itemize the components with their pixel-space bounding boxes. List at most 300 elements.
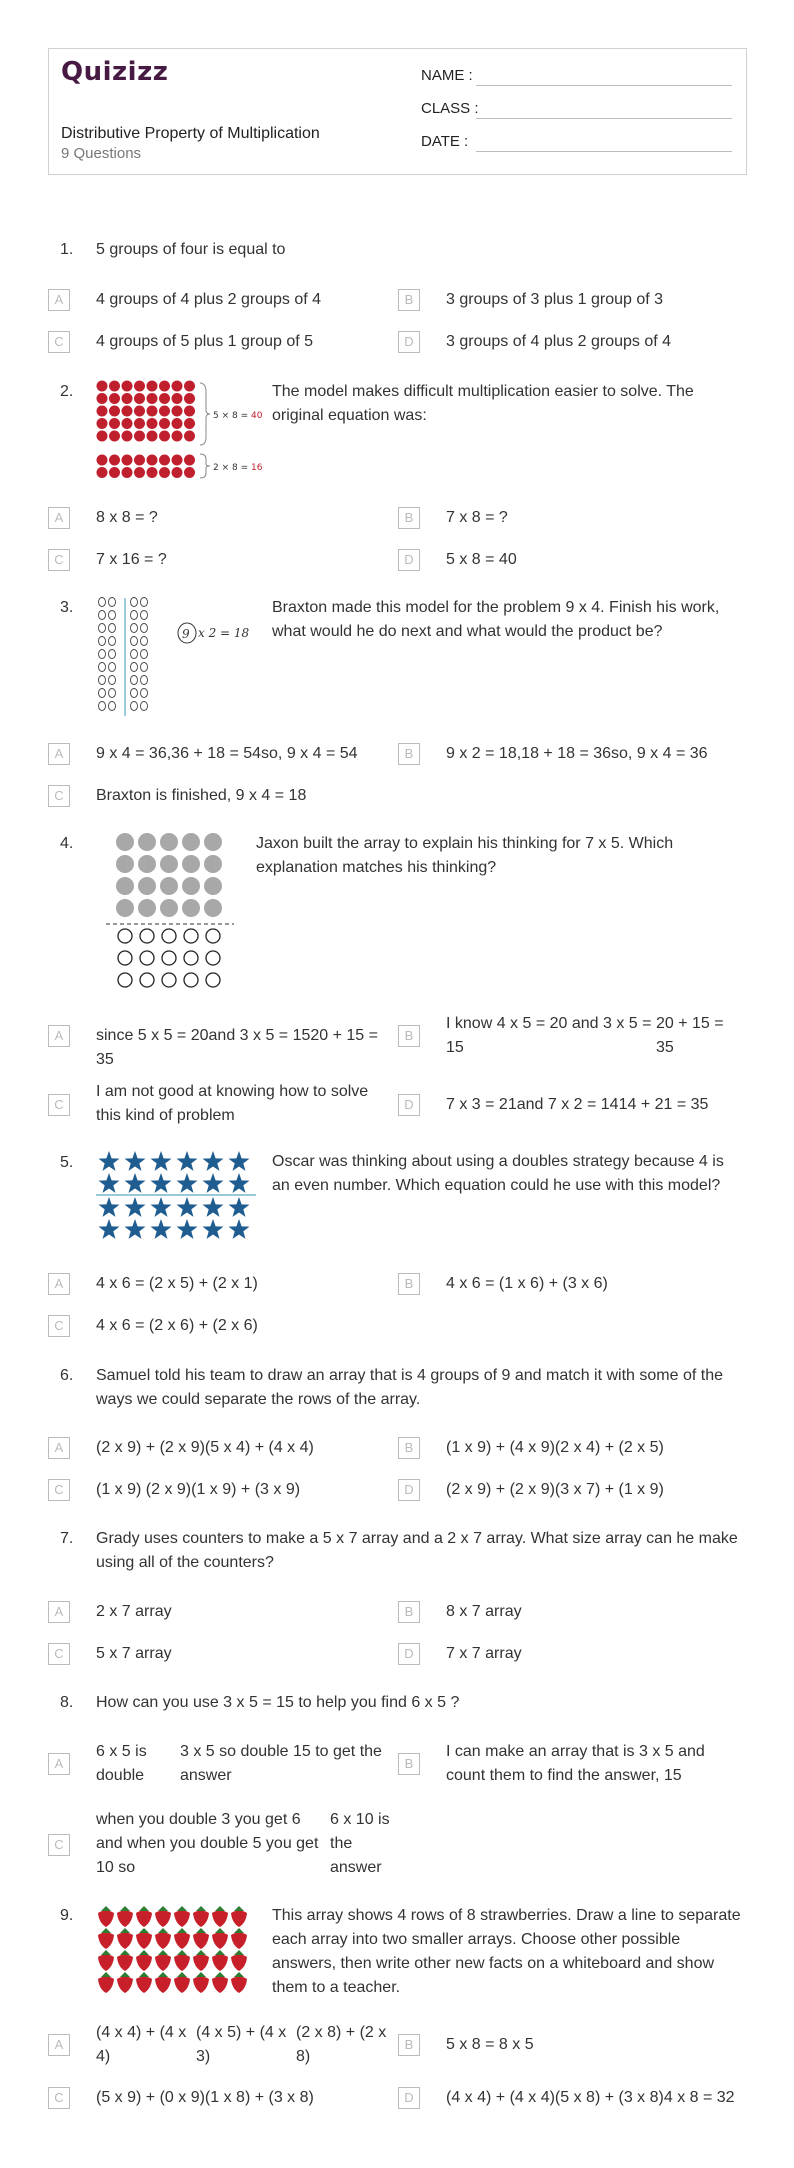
- strawberry-leaf: [177, 1928, 187, 1933]
- red-dot: [172, 455, 183, 466]
- star: [125, 1151, 146, 1171]
- star: [125, 1219, 146, 1239]
- gray-circle: [138, 877, 156, 895]
- option-text[interactable]: 2 x 7 array: [96, 1603, 172, 1620]
- outline-circle: [206, 951, 220, 965]
- star: [151, 1173, 172, 1193]
- option-text[interactable]: I can make an array that is 3 x 5 and count them to find the answer, 15: [446, 1743, 705, 1784]
- red-dot: [97, 406, 108, 417]
- strawberry: [231, 1977, 247, 1994]
- star: [177, 1151, 198, 1171]
- gray-circle: [160, 833, 178, 851]
- eq-product-bottom: 16: [250, 463, 263, 473]
- option-col: I know 4 x 5 = 20 and 3 x 5 = 15: [446, 1015, 652, 1056]
- outline-circle: [184, 929, 198, 943]
- option-text[interactable]: since 5 x 5 = 20and 3 x 5 = 1520 + 15 = 35: [96, 1027, 378, 1068]
- question-number: 9.: [60, 1907, 74, 1924]
- strawberry: [98, 1911, 114, 1928]
- question-number: 4.: [60, 835, 74, 852]
- option-letter: B: [398, 1273, 420, 1295]
- strawberry-leaf: [158, 1972, 168, 1977]
- strawberry: [136, 1933, 152, 1950]
- option-letter: A: [48, 1025, 70, 1047]
- option-text[interactable]: (2 x 9) + (2 x 9)(3 x 7) + (1 x 9): [446, 1481, 664, 1498]
- option-text[interactable]: 8 x 7 array: [446, 1603, 522, 1620]
- star: [203, 1219, 224, 1239]
- option-col: 20 + 15 = 35: [656, 1015, 724, 1056]
- option-text[interactable]: 9 x 4 = 36,36 + 18 = 54so, 9 x 4 = 54: [96, 745, 358, 762]
- eq-product-top: 40: [250, 411, 263, 421]
- option-text[interactable]: (1 x 9) + (4 x 9)(2 x 4) + (2 x 5): [446, 1439, 664, 1456]
- option-text[interactable]: 7 x 8 = ?: [446, 509, 508, 526]
- option-text[interactable]: (2 x 9) + (2 x 9)(5 x 4) + (4 x 4): [96, 1439, 314, 1456]
- option-text[interactable]: 7 x 7 array: [446, 1645, 522, 1662]
- red-dot: [122, 406, 133, 417]
- red-dot: [122, 381, 133, 392]
- gray-circle: [182, 855, 200, 873]
- option-text[interactable]: 4 groups of 5 plus 1 group of 5: [96, 333, 314, 350]
- strawberry-leaf: [101, 1950, 111, 1955]
- class-label: CLASS :: [421, 100, 479, 117]
- strawberry-leaf: [196, 1950, 206, 1955]
- strawberry: [212, 1977, 228, 1994]
- question-number: 1.: [60, 241, 74, 258]
- option-text-multi[interactable]: [96, 1808, 396, 1880]
- option-text-multi[interactable]: [446, 1012, 742, 1060]
- strawberry-leaf: [177, 1906, 187, 1911]
- gray-circle: [116, 855, 134, 873]
- strawberry: [193, 1977, 209, 1994]
- star: [151, 1197, 172, 1217]
- drawn-oval: [141, 650, 148, 659]
- date-label: DATE :: [421, 133, 469, 150]
- strawberry: [212, 1955, 228, 1972]
- red-dot: [109, 455, 120, 466]
- gray-circle: [116, 877, 134, 895]
- red-dot: [172, 418, 183, 429]
- option-text[interactable]: Braxton is finished, 9 x 4 = 18: [96, 787, 307, 804]
- option-text[interactable]: I am not good at knowing how to solve this kind of problem: [96, 1083, 369, 1124]
- red-dot: [159, 455, 170, 466]
- strawberry-leaf: [215, 1928, 225, 1933]
- option-letter: A: [48, 2034, 70, 2056]
- option-letter: C: [48, 1834, 70, 1856]
- red-dot: [184, 431, 195, 442]
- date-field[interactable]: [421, 133, 468, 150]
- question-text: How can you use 3 x 5 = 15 to help you find 6 x 5 ?: [96, 1694, 460, 1711]
- star: [125, 1197, 146, 1217]
- handwritten-equation: x 2 = 18: [198, 626, 250, 640]
- strawberry-leaf: [158, 1950, 168, 1955]
- strawberry-leaf: [234, 1928, 244, 1933]
- strawberry: [193, 1933, 209, 1950]
- question-text: Jaxon built the array to explain his thinking for 7 x 5. Which explanation matches his thinking?: [256, 835, 674, 876]
- red-dot: [134, 393, 145, 404]
- option-text[interactable]: 4 x 6 = (2 x 5) + (2 x 1): [96, 1275, 258, 1292]
- strawberry: [155, 1911, 171, 1928]
- strawberry-leaf: [234, 1972, 244, 1977]
- question-text: The model makes difficult multiplication easier to solve. The original equation was:: [272, 383, 694, 424]
- red-dot: [159, 418, 170, 429]
- red-dot: [159, 393, 170, 404]
- option-text[interactable]: 9 x 2 = 18,18 + 18 = 36so, 9 x 4 = 36: [446, 745, 708, 762]
- red-dot: [134, 455, 145, 466]
- strawberry: [136, 1977, 152, 1994]
- strawberry-leaf: [234, 1950, 244, 1955]
- star-array-image: [96, 1150, 258, 1246]
- star: [177, 1219, 198, 1239]
- question-text: This array shows 4 rows of 8 strawberries. Draw a line to separate each array into two smaller arrays. Choose other possible answers, then write other new facts on a whiteboard and show them to a teacher.: [272, 1907, 741, 1996]
- strawberry: [155, 1933, 171, 1950]
- gray-circle: [204, 877, 222, 895]
- red-dot: [172, 467, 183, 478]
- star: [151, 1151, 172, 1171]
- red-dot: [147, 467, 158, 478]
- gray-circle: [204, 855, 222, 873]
- option-col: 6 x 10 is the answer: [330, 1811, 390, 1876]
- option-letter: B: [398, 1025, 420, 1047]
- gray-circle: [182, 899, 200, 917]
- strawberry: [155, 1955, 171, 1972]
- option-letter: B: [398, 1437, 420, 1459]
- strawberry: [231, 1911, 247, 1928]
- red-dot: [159, 381, 170, 392]
- question-number: 8.: [60, 1694, 74, 1711]
- dot-group-top: [97, 381, 196, 442]
- star: [229, 1219, 250, 1239]
- question-text: Braxton made this model for the problem 9 x 4. Finish his work, what would he do next and what would the product be?: [272, 599, 720, 640]
- name-label: NAME :: [421, 67, 473, 84]
- drawn-oval: [109, 689, 116, 698]
- red-dot: [172, 431, 183, 442]
- question-number: 5.: [60, 1154, 74, 1171]
- star: [151, 1219, 172, 1239]
- option-letter: B: [398, 289, 420, 311]
- red-dot: [172, 406, 183, 417]
- drawn-oval: [131, 598, 138, 607]
- strawberry: [98, 1933, 114, 1950]
- red-dot: [122, 431, 133, 442]
- red-dot: [147, 418, 158, 429]
- strawberry-leaf: [196, 1972, 206, 1977]
- star: [125, 1173, 146, 1193]
- option-letter: A: [48, 1437, 70, 1459]
- strawberry-leaf: [158, 1906, 168, 1911]
- drawn-oval: [141, 624, 148, 633]
- strawberry-leaf: [177, 1972, 187, 1977]
- strawberry-leaf: [196, 1928, 206, 1933]
- oval-groups: [99, 598, 148, 711]
- option-text[interactable]: 4 x 6 = (2 x 6) + (2 x 6): [96, 1317, 258, 1334]
- strawberry-leaf: [139, 1950, 149, 1955]
- red-dot: [134, 431, 145, 442]
- drawn-oval: [99, 611, 106, 620]
- option-text[interactable]: 3 groups of 3 plus 1 group of 3: [446, 291, 664, 308]
- red-dot: [109, 467, 120, 478]
- outline-circle: [140, 973, 154, 987]
- option-letter: A: [48, 1273, 70, 1295]
- red-dot: [147, 393, 158, 404]
- strawberry: [117, 1955, 133, 1972]
- strawberry: [155, 1977, 171, 1994]
- red-dot: [97, 418, 108, 429]
- red-dot: [97, 381, 108, 392]
- worksheet-title: Distributive Property of Multiplication: [61, 125, 320, 142]
- class-field[interactable]: [421, 100, 479, 117]
- option-letter: C: [48, 1479, 70, 1501]
- drawn-oval: [131, 676, 138, 685]
- option-col: 3 x 5 so double 15 to get the answer: [180, 1743, 382, 1784]
- strawberry: [117, 1977, 133, 1994]
- strawberry-leaf: [234, 1906, 244, 1911]
- strawberry-leaf: [120, 1906, 130, 1911]
- strawberry: [193, 1955, 209, 1972]
- drawn-oval: [131, 624, 138, 633]
- svg-text:5 × 8 = 40: [213, 411, 263, 421]
- red-dot: [159, 467, 170, 478]
- drawn-oval: [141, 663, 148, 672]
- dot-group-bottom: [97, 455, 196, 479]
- strawberry-leaf: [139, 1906, 149, 1911]
- quizizz-logo: Quizizz: [61, 57, 169, 87]
- gray-circle: [160, 877, 178, 895]
- drawn-oval: [109, 598, 116, 607]
- drawn-oval: [109, 637, 116, 646]
- strawberry-leaf: [120, 1972, 130, 1977]
- drawn-oval: [131, 611, 138, 620]
- option-text[interactable]: 7 x 16 = ?: [96, 551, 167, 568]
- strawberry-array-image: [96, 1903, 256, 1999]
- red-dot: [122, 455, 133, 466]
- red-dot: [184, 381, 195, 392]
- outline-circle: [118, 973, 132, 987]
- star: [203, 1151, 224, 1171]
- gray-circle: [138, 899, 156, 917]
- red-dot: [184, 467, 195, 478]
- question-text: 5 groups of four is equal to: [96, 241, 286, 258]
- strawberry-leaf: [101, 1972, 111, 1977]
- gray-circle: [138, 833, 156, 851]
- outline-circle: [206, 929, 220, 943]
- option-text[interactable]: (5 x 9) + (0 x 9)(1 x 8) + (3 x 8): [96, 2089, 314, 2106]
- option-letter: D: [398, 331, 420, 353]
- question-number: 6.: [60, 1367, 74, 1384]
- gray-circle-array-image: [104, 832, 244, 992]
- option-letter: B: [398, 1753, 420, 1775]
- drawn-oval: [99, 650, 106, 659]
- gray-circle: [204, 899, 222, 917]
- drawn-oval: [141, 702, 148, 711]
- option-text[interactable]: 4 groups of 4 plus 2 groups of 4: [96, 291, 322, 308]
- red-dot: [147, 431, 158, 442]
- outline-circle: [140, 951, 154, 965]
- strawberry: [136, 1911, 152, 1928]
- option-col: (4 x 4) + (4 x 4): [96, 2024, 187, 2065]
- drawn-oval: [131, 689, 138, 698]
- question-text: Samuel told his team to draw an array that is 4 groups of 9 and match it with some of the ways we could separate the rows of the array.: [96, 1367, 723, 1408]
- eq-label-top: 5 × 8 =: [213, 411, 251, 421]
- drawn-oval: [99, 676, 106, 685]
- strawberry: [231, 1955, 247, 1972]
- option-letter: C: [48, 1315, 70, 1337]
- circled-nine: 9: [182, 627, 190, 641]
- star: [229, 1173, 250, 1193]
- red-dot: [109, 418, 120, 429]
- strawberry: [117, 1911, 133, 1928]
- question-number: 2.: [60, 383, 74, 400]
- red-dot: [184, 406, 195, 417]
- red-dot: [122, 467, 133, 478]
- circle-array: [116, 833, 222, 987]
- strawberry: [174, 1977, 190, 1994]
- option-text[interactable]: (4 x 4) + (4 x 4)(5 x 8) + (3 x 8)4 x 8 = 32: [446, 2089, 735, 2106]
- strawberry: [136, 1955, 152, 1972]
- question-text: Grady uses counters to make a 5 x 7 array and a 2 x 7 array. What size array can he make using all of the counters?: [96, 1530, 738, 1571]
- strawberry: [212, 1911, 228, 1928]
- option-letter: A: [48, 743, 70, 765]
- strawberry-leaf: [215, 1972, 225, 1977]
- worksheet-header: [48, 48, 747, 175]
- star: [99, 1219, 120, 1239]
- star: [99, 1197, 120, 1217]
- option-letter: C: [48, 331, 70, 353]
- strawberry: [174, 1955, 190, 1972]
- red-dot: [147, 381, 158, 392]
- option-letter: C: [48, 1094, 70, 1116]
- option-letter: D: [398, 2087, 420, 2109]
- star: [229, 1197, 250, 1217]
- red-dot: [97, 431, 108, 442]
- gray-circle: [160, 899, 178, 917]
- option-text[interactable]: 3 groups of 4 plus 2 groups of 4: [446, 333, 672, 350]
- strawberry: [231, 1933, 247, 1950]
- option-text[interactable]: (1 x 9) (2 x 9)(1 x 9) + (3 x 9): [96, 1481, 301, 1498]
- strawberry: [193, 1911, 209, 1928]
- option-text-multi[interactable]: [96, 2021, 396, 2069]
- drawn-oval: [141, 598, 148, 607]
- red-dot: [97, 467, 108, 478]
- red-dot-array-image: [96, 380, 266, 484]
- red-dot: [134, 406, 145, 417]
- star: [99, 1151, 120, 1171]
- red-dot: [122, 393, 133, 404]
- drawn-oval: [131, 702, 138, 711]
- option-letter: B: [398, 1601, 420, 1623]
- option-col: (4 x 5) + (4 x 3): [196, 2024, 287, 2065]
- drawn-oval: [141, 637, 148, 646]
- outline-circle: [118, 929, 132, 943]
- option-text-multi[interactable]: [96, 1740, 396, 1788]
- question-number: 3.: [60, 599, 74, 616]
- red-dot: [147, 406, 158, 417]
- outline-circle: [118, 951, 132, 965]
- option-letter: A: [48, 507, 70, 529]
- drawn-oval: [109, 676, 116, 685]
- option-letter: C: [48, 1643, 70, 1665]
- red-dot: [109, 393, 120, 404]
- outline-circle: [162, 951, 176, 965]
- red-dot: [147, 455, 158, 466]
- strawberry-leaf: [196, 1906, 206, 1911]
- star: [203, 1173, 224, 1193]
- option-text[interactable]: 5 x 7 array: [96, 1645, 172, 1662]
- strawberry: [98, 1955, 114, 1972]
- red-dot: [184, 393, 195, 404]
- option-col: when you double 3 you get 6 and when you double 5 you get 10 so: [96, 1811, 319, 1876]
- drawn-oval: [109, 611, 116, 620]
- option-text[interactable]: 5 x 8 = 8 x 5: [446, 2036, 534, 2053]
- gray-circle: [182, 833, 200, 851]
- strawberry: [174, 1911, 190, 1928]
- strawberry-leaf: [120, 1928, 130, 1933]
- strawberry: [174, 1933, 190, 1950]
- red-dot: [159, 431, 170, 442]
- option-text[interactable]: 4 x 6 = (1 x 6) + (3 x 6): [446, 1275, 608, 1292]
- svg-text:2 × 8 = 16: [213, 463, 263, 473]
- option-letter: D: [398, 1094, 420, 1116]
- red-dot: [172, 393, 183, 404]
- strawberry-leaf: [215, 1906, 225, 1911]
- strawberry-leaf: [139, 1928, 149, 1933]
- option-col: 6 x 5 is double: [96, 1743, 147, 1784]
- gray-circle: [116, 899, 134, 917]
- option-letter: B: [398, 2034, 420, 2056]
- star: [203, 1197, 224, 1217]
- name-field[interactable]: [421, 67, 473, 84]
- red-dot: [97, 393, 108, 404]
- gray-circle: [116, 833, 134, 851]
- strawberry-leaf: [120, 1950, 130, 1955]
- handwritten-model-image: [96, 596, 266, 720]
- red-dot: [134, 467, 145, 478]
- red-dot: [184, 455, 195, 466]
- red-dot: [172, 381, 183, 392]
- drawn-oval: [131, 650, 138, 659]
- red-dot: [159, 406, 170, 417]
- option-text[interactable]: 8 x 8 = ?: [96, 509, 158, 526]
- drawn-oval: [141, 689, 148, 698]
- option-text[interactable]: 5 x 8 = 40: [446, 551, 517, 568]
- option-text[interactable]: 7 x 3 = 21and 7 x 2 = 1414 + 21 = 35: [446, 1096, 709, 1113]
- star: [177, 1173, 198, 1193]
- red-dot: [109, 431, 120, 442]
- red-dot: [109, 381, 120, 392]
- red-dot: [109, 406, 120, 417]
- option-letter: B: [398, 507, 420, 529]
- drawn-oval: [109, 663, 116, 672]
- option-letter: C: [48, 2087, 70, 2109]
- option-letter: A: [48, 289, 70, 311]
- option-letter: B: [398, 743, 420, 765]
- option-letter: A: [48, 1601, 70, 1623]
- option-col: (2 x 8) + (2 x 8): [296, 2024, 387, 2065]
- strawberry-leaf: [215, 1950, 225, 1955]
- drawn-oval: [99, 663, 106, 672]
- star: [177, 1197, 198, 1217]
- strawberry-leaf: [139, 1972, 149, 1977]
- eq-label-bottom: 2 × 8 =: [213, 463, 251, 473]
- outline-circle: [184, 973, 198, 987]
- outline-circle: [184, 951, 198, 965]
- gray-circle: [160, 855, 178, 873]
- strawberry: [117, 1933, 133, 1950]
- strawberry-array: [98, 1906, 247, 1993]
- outline-circle: [206, 973, 220, 987]
- strawberry-leaf: [177, 1950, 187, 1955]
- drawn-oval: [99, 689, 106, 698]
- strawberry-leaf: [101, 1928, 111, 1933]
- drawn-oval: [141, 676, 148, 685]
